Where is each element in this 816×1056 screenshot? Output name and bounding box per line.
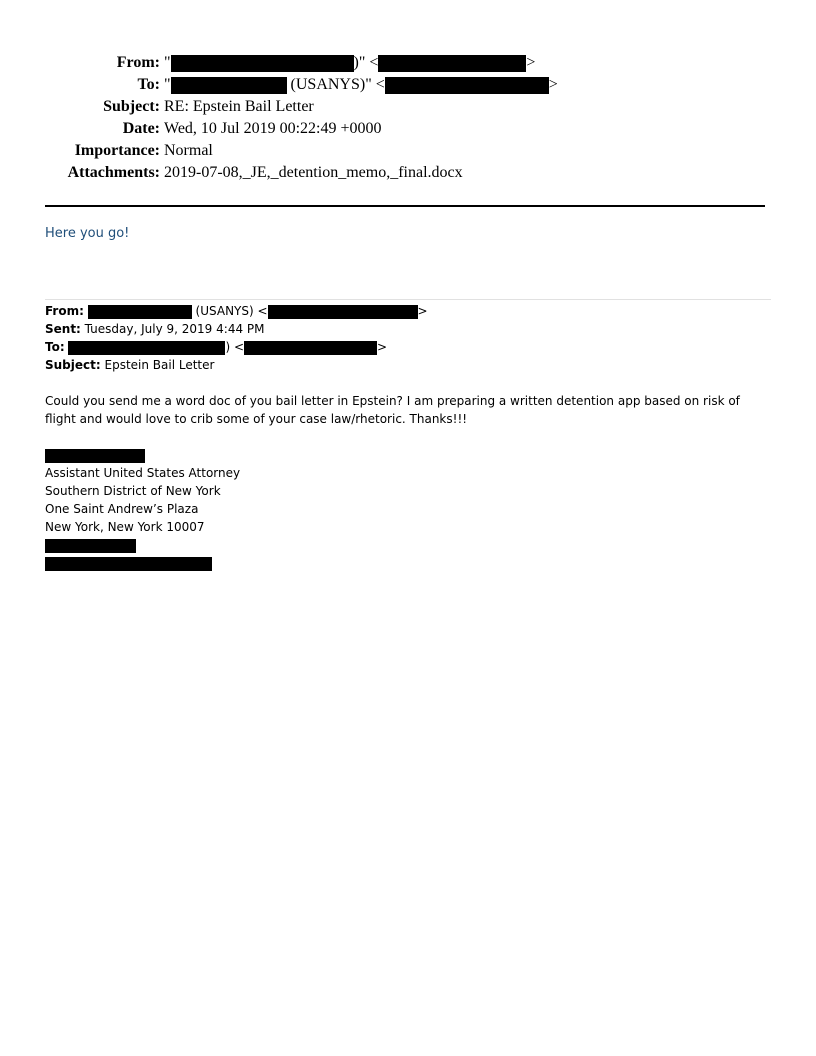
signature-city: New York, New York 10007 [45, 520, 205, 534]
redaction-box [45, 449, 145, 463]
header-to-value [164, 74, 558, 96]
header-date-value: Wed, 10 Jul 2019 00:22:49 +0000 [164, 120, 382, 137]
header-importance-label: Importance: [74, 142, 160, 159]
forwarded-sent-row [45, 320, 265, 338]
header-to-row [0, 74, 816, 96]
redaction-box [385, 77, 549, 94]
forwarded-from-org: (USANYS) < [191, 304, 268, 318]
redaction-box [244, 341, 377, 355]
forwarded-to-label: To: [45, 340, 65, 354]
forwarded-sent-value: Tuesday, July 9, 2019 4:44 PM [80, 322, 265, 336]
signature-address: One Saint Andrew’s Plaza [45, 502, 199, 516]
redaction-box [68, 341, 225, 355]
signature-district: Southern District of New York [45, 484, 221, 498]
angle-close: > [548, 76, 558, 93]
header-importance-value: Normal [164, 142, 213, 159]
quote-mark: " [164, 76, 171, 93]
redaction-box [268, 305, 418, 319]
forwarded-from-row [45, 302, 428, 320]
forwarded-to-row [45, 338, 387, 356]
forwarded-to-sep: ) < [225, 340, 245, 354]
header-subject-value: RE: Epstein Bail Letter [164, 98, 314, 115]
angle-close: > [377, 340, 388, 354]
forwarded-subject-label: Subject: [45, 358, 101, 372]
header-subject-label: Subject: [103, 98, 160, 115]
header-from-row [0, 52, 816, 74]
header-attachments-value[interactable]: 2019-07-08,_JE,_detention_memo,_final.docx [164, 164, 463, 181]
redaction-box [45, 557, 212, 571]
redaction-box [171, 77, 287, 94]
header-date-row [0, 118, 816, 140]
forwarded-sent-label: Sent: [45, 322, 81, 336]
header-from-sep: )" < [353, 54, 379, 71]
redaction-box [88, 305, 192, 319]
redaction-box [171, 55, 354, 72]
redaction-box [378, 55, 526, 72]
header-attachments-label: Attachments: [67, 164, 160, 181]
angle-close: > [417, 304, 428, 318]
header-attachments-row [0, 162, 816, 184]
forwarded-subject-value: Epstein Bail Letter [100, 358, 215, 372]
forward-divider [45, 299, 771, 300]
forwarded-from-label: From: [45, 304, 84, 318]
angle-close: > [526, 54, 536, 71]
header-from-value [164, 52, 535, 74]
header-to-org: (USANYS)" < [286, 76, 385, 93]
header-to-label: To: [137, 76, 160, 93]
message-body: Could you send me a word doc of you bail letter in Epstein? I am preparing a written detention app based on risk of flight and would love to crib some of your case law/rhetoric. Thanks!!! [45, 394, 740, 426]
reply-text: Here you go! [45, 226, 130, 241]
signature-title: Assistant United States Attorney [45, 466, 241, 480]
header-date-label: Date: [122, 120, 160, 137]
header-from-label: From: [116, 54, 160, 71]
header-divider [45, 205, 765, 207]
quote-mark: " [164, 54, 171, 71]
redaction-box [45, 539, 136, 553]
forwarded-subject-row [45, 356, 214, 374]
header-subject-row [0, 96, 816, 118]
header-importance-row [0, 140, 816, 162]
